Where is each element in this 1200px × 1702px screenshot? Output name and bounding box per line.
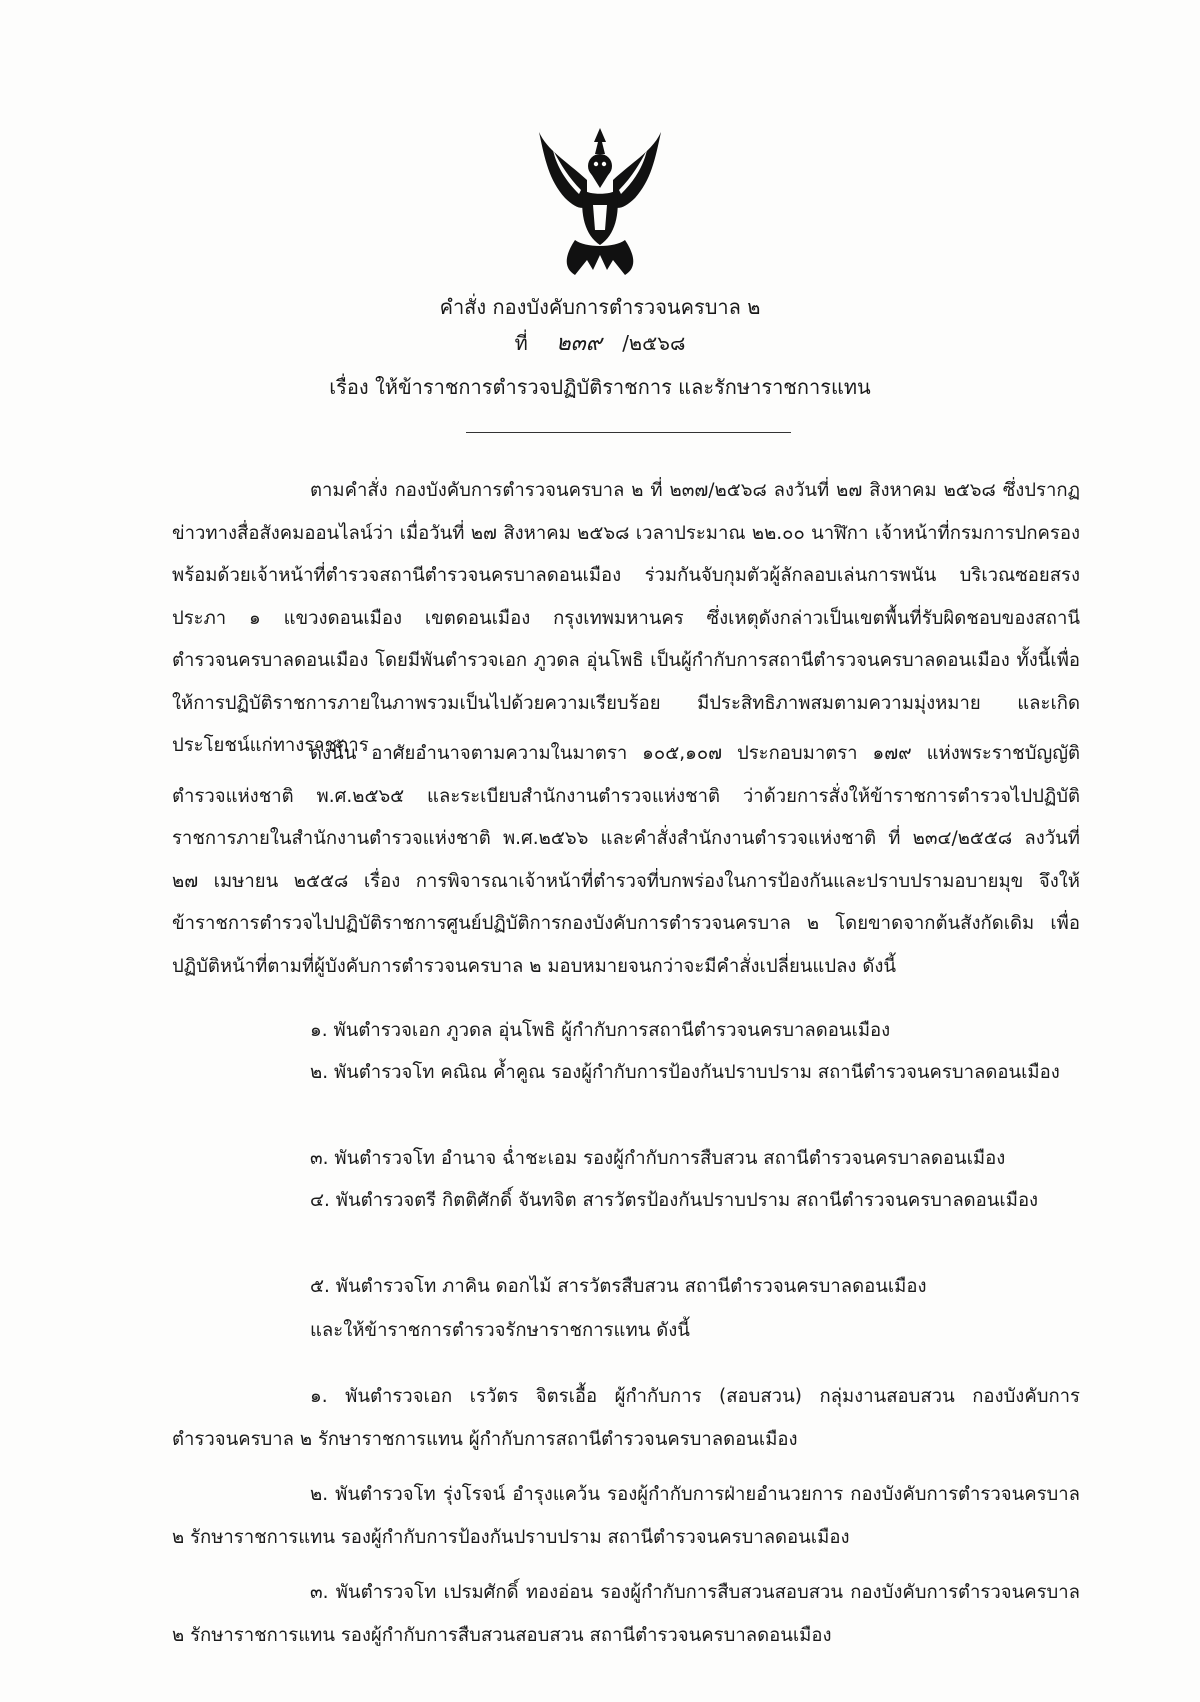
- garuda-emblem-icon: [535, 120, 665, 280]
- paragraph-background: ตามคำสั่ง กองบังคับการตำรวจนครบาล ๒ ที่ ๒๓๗/๒๕๖๘ ลงวันที่ ๒๗ สิงหาคม ๒๕๖๘ ซึ่งปรากฏข่าวทางสื่อสังคมออนไลน์ว่า เมื่อวันที่ ๒๗ สิงหาคม ๒๕๖๘ เวลาประมาณ ๒๒.๐๐ นาฬิกา เจ้าหน้าที่กรมการปกครอง พร้อมด้วยเจ้าหน้าที่ตำรวจสถานีตำรวจนครบาลดอนเมือง ร่วมกันจับกุมตัวผู้ลักลอบเล่นการพนัน บริเวณซอยสรงประภา ๑ แขวงดอนเมือง เขตดอนเมือง กรุงเทพมหานคร ซึ่งเหตุดังกล่าวเป็นเขตพื้นที่รับผิดชอบของสถานีตำรวจนครบาลดอนเมือง โดยมีพันตำรวจเอก ภูวดล อุ่นโพธิ เป็นผู้กำกับการสถานีตำรวจนครบาลดอนเมือง ทั้งนี้เพื่อให้การปฏิบัติราชการภายในภาพรวมเป็นไปด้วยความเรียบร้อย มีประสิทธิภาพสมตามความมุ่งหมาย และเกิดประโยชน์แก่ทางราชการ: [172, 480, 1080, 756]
- order-number-prefix: ที่: [514, 331, 528, 355]
- acting-intro: และให้ข้าราชการตำรวจรักษาราชการแทน ดังนี้: [310, 1320, 690, 1341]
- order-number-year: /๒๕๖๘: [622, 331, 686, 355]
- assignment-item: ๑. พันตำรวจเอก ภูวดล อุ่นโพธิ ผู้กำกับการสถานีตำรวจนครบาลดอนเมือง: [310, 1020, 891, 1041]
- assignment-item: ๓. พันตำรวจโท อำนาจ ฉ่ำชะเอม รองผู้กำกับการสืบสวน สถานีตำรวจนครบาลดอนเมือง: [310, 1148, 1006, 1169]
- acting-item: ๓. พันตำรวจโท เปรมศักดิ์ ทองอ่อน รองผู้กำกับการสืบสวนสอบสวน กองบังคับการตำรวจนครบาล ๒ รักษาราชการแทน รองผู้กำกับการสืบสวนสอบสวน สถานีตำรวจนครบาลดอนเมือง: [172, 1582, 1080, 1646]
- paragraph-authority: ดังนั้น อาศัยอำนาจตามความในมาตรา ๑๐๕,๑๐๗ ประกอบมาตรา ๑๗๙ แห่งพระราชบัญญัติตำรวจแห่งชาติ พ.ศ.๒๕๖๕ และระเบียบสำนักงานตำรวจแห่งชาติ ว่าด้วยการสั่งให้ข้าราชการตำรวจไปปฏิบัติราชการภายในสำนักงานตำรวจแห่งชาติ พ.ศ.๒๕๖๖ และคำสั่งสำนักงานตำรวจแห่งชาติ ที่ ๒๓๔/๒๕๕๘ ลงวันที่ ๒๗ เมษายน ๒๕๕๘ เรื่อง การพิจารณาเจ้าหน้าที่ตำรวจที่บกพร่องในการป้องกันและปราบปรามอบายมุข จึงให้ข้าราชการตำรวจไปปฏิบัติราชการศูนย์ปฏิบัติการกองบังคับการตำรวจนครบาล ๒ โดยขาดจากต้นสังกัดเดิม เพื่อปฏิบัติหน้าที่ตามที่ผู้บังคับการตำรวจนครบาล ๒ มอบหมายจนกว่าจะมีคำสั่งเปลี่ยนแปลง ดังนี้: [172, 743, 1080, 977]
- assignment-item: ๒. พันตำรวจโท คณิณ ค้ำคูณ รองผู้กำกับการป้องกันปราบปราม สถานีตำรวจนครบาลดอนเมือง: [310, 1062, 1060, 1083]
- order-title: คำสั่ง กองบังคับการตำรวจนครบาล ๒: [439, 295, 761, 319]
- acting-item: ๒. พันตำรวจโท รุ่งโรจน์ อำรุงแคว้น รองผู้กำกับการฝ่ายอำนวยการ กองบังคับการตำรวจนครบาล ๒ รักษาราชการแทน รองผู้กำกับการป้องกันปราบปราม สถานีตำรวจนครบาลดอนเมือง: [172, 1484, 1080, 1548]
- header-divider: [466, 432, 791, 433]
- order-subject: เรื่อง ให้ข้าราชการตำรวจปฏิบัติราชการ และรักษาราชการแทน: [329, 375, 871, 399]
- acting-item: ๑. พันตำรวจเอก เรวัตร จิตรเอื้อ ผู้กำกับการ (สอบสวน) กลุ่มงานสอบสวน กองบังคับการตำรวจนครบาล ๒ รักษาราชการแทน ผู้กำกับการสถานีตำรวจนครบาลดอนเมือง: [172, 1386, 1080, 1450]
- assignment-item: ๔. พันตำรวจตรี กิตติศักดิ์ จันทจิต สารวัตรป้องกันปราบปราม สถานีตำรวจนครบาลดอนเมือง: [310, 1190, 1039, 1211]
- order-number-handwritten: ๒๓๙: [556, 331, 602, 356]
- assignment-item: ๕. พันตำรวจโท ภาคิน ดอกไม้ สารวัตรสืบสวน สถานีตำรวจนครบาลดอนเมือง: [310, 1276, 927, 1297]
- order-number: [0, 326, 1200, 361]
